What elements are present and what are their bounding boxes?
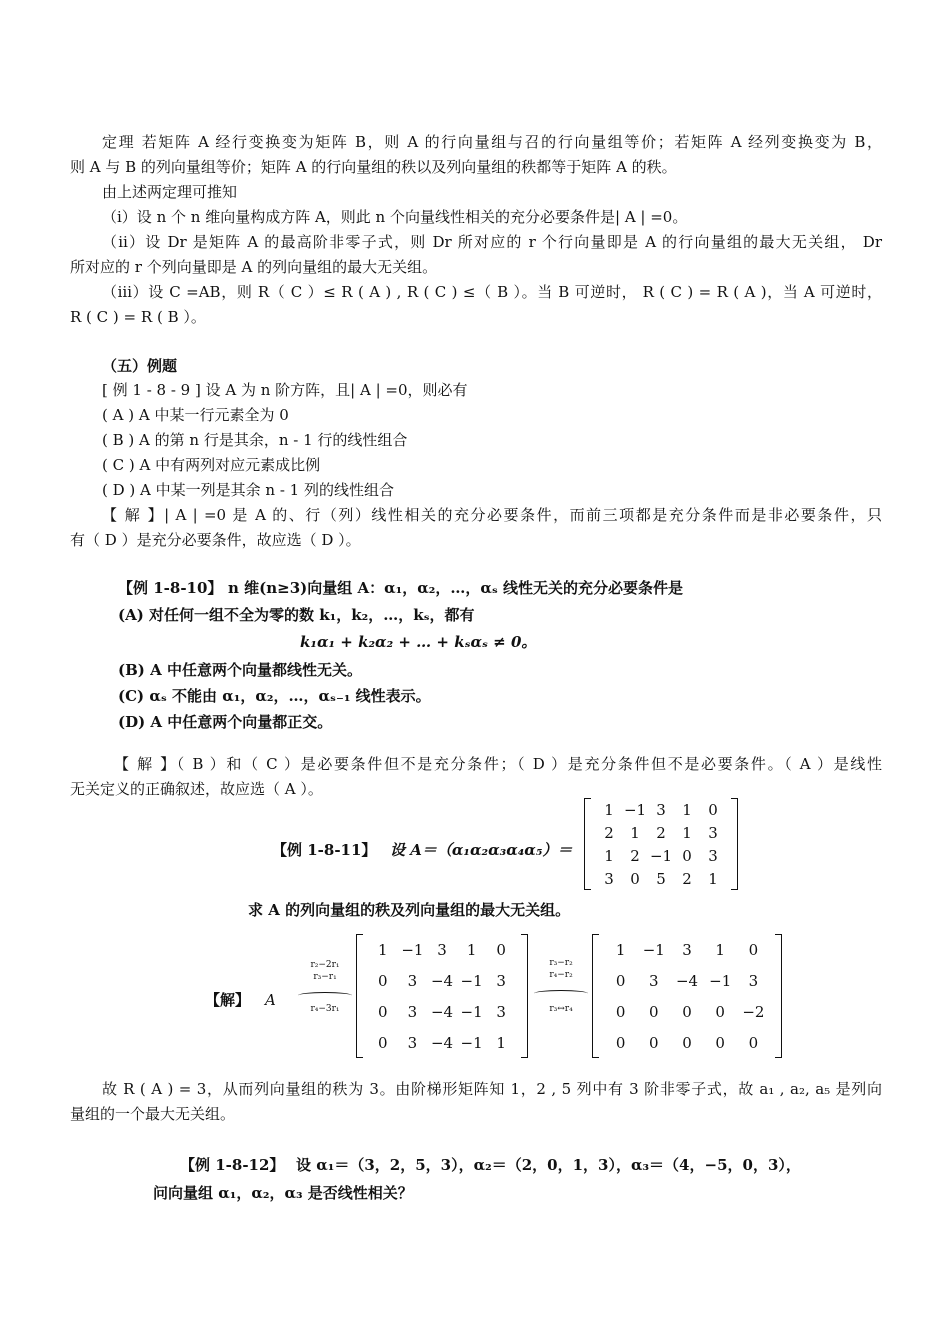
matrix-cell: −1 [623,800,647,819]
matrix-cell: 0 [748,940,759,959]
matrix-cell: 0 [615,1002,626,1021]
theorem-line-1: 定理 若矩阵 A 经行变换变为矩阵 B，则 A 的行向量组与召的行向量组等价；若矩阵 A 经列变换变为 B， [102,133,882,151]
matrix-cell: 3 [708,846,718,865]
matrix-cell: −1 [460,1002,483,1021]
ex11-matrix-step-1 [356,934,528,1058]
ex9-option-a: ( A ) A 中某一行元素全为 0 [102,406,289,424]
matrix-cell: 2 [656,823,666,842]
section-title: （五）例题 [102,357,178,375]
matrix-cell: −1 [460,1033,483,1052]
ex11-conclusion-line-1: 故 R ( A ) = 3，从而列向量组的秩为 3。由阶梯形矩阵知 1，2 , 5 列中有 3 阶非零子式，故 a₁ , a₂, a₅ 是列向 [102,1080,882,1098]
matrix-cell: 1 [630,823,640,842]
matrix-cell: 3 [496,971,506,990]
ex11-stem: 设 A＝（α₁α₂α₃α₄α₅）＝ [390,841,573,859]
matrix-cell: −4 [675,971,699,990]
matrix-cell: 3 [437,940,447,959]
ops1-label-3: r₄−3r₁ [310,1004,340,1014]
ex10-label: 【例 1-8-10】 [118,579,223,597]
ex9-option-d: ( D ) A 中某一列是其余 n - 1 列的线性组合 [102,481,394,499]
matrix-cell: −4 [430,1033,454,1052]
matrix-cell: 1 [378,940,388,959]
ex11-label: 【例 1-8-11】 [272,841,377,859]
matrix-cell: 3 [649,971,659,990]
matrix-cell: −1 [649,846,673,865]
matrix-cell: −1 [401,940,424,959]
matrix-cell: −4 [430,971,454,990]
matrix-cell: 0 [615,971,626,990]
matrix-cell: 1 [682,823,692,842]
ops2-label-3: r₃↔r₄ [549,1004,573,1014]
corollary-iii-line-2: R ( C ) = R ( B ）。 [70,308,206,326]
ops2-label-1: r₃−r₂ [549,958,573,968]
ops2-label-2: r₄−r₂ [549,970,573,980]
ex10-option-d: (D) A 中任意两个向量都正交。 [118,713,333,731]
ex12-label: 【例 1-8-12】 [180,1156,285,1174]
ex9-solution-line-2: 有（ D ）是充分必要条件，故应选（ D ）。 [70,531,361,549]
matrix-cell: −2 [742,1002,765,1021]
ex11-solution-label: 【解】 [205,991,251,1009]
matrix-cell: 3 [604,869,614,888]
matrix-cell: 0 [715,1033,725,1052]
ex11-question: 求 A 的列向量组的秩及列向量组的最大无关组。 [248,901,571,919]
corollary-ii-line-2: 所对应的 r 个列向量即是 A 的列向量组的最大无关组。 [70,258,438,276]
matrix-cell: 2 [630,846,640,865]
matrix-cell: 0 [708,800,718,819]
matrix-cell: 3 [748,971,759,990]
matrix-cell: 0 [378,971,388,990]
matrix-cell: 0 [682,1033,692,1052]
matrix-cell: 1 [604,846,614,865]
ex12-question: 问向量组 α₁，α₂，α₃ 是否线性相关？ [153,1184,413,1202]
ex9-option-c: ( C ) A 中有两列对应元素成比例 [102,456,321,474]
corollary-i: （ⅰ）设 n 个 n 维向量构成方阵 A，则此 n 个向量线性相关的充分必要条件是| A | =0。 [102,208,688,226]
matrix-cell: 0 [496,940,506,959]
matrix-cell: −1 [460,971,483,990]
ex10-option-a: (A) 对任何一组不全为零的数 k₁，k₂，…，kₛ，都有 [118,606,475,624]
matrix-cell: 1 [682,800,692,819]
ex10-option-c: (C) αₛ 不能由 α₁，α₂，…，αₛ₋₁ 线性表示。 [118,687,431,705]
ops1-arrow [298,992,352,999]
theorem-line-2: 则 A 与 B 的列向量组等价；矩阵 A 的行向量组的秩以及列向量组的秩都等于矩阵 A 的秩。 [70,158,677,176]
ex11-conclusion-line-2: 量组的一个最大无关组。 [70,1105,236,1123]
ops1-label-2: r₃−r₁ [313,972,337,982]
matrix-cell: 1 [466,940,477,959]
matrix-cell: 0 [378,1002,388,1021]
ex10-formula: k₁α₁ + k₂α₂ + … + kₛαₛ ≠ 0。 [300,633,537,651]
matrix-cell: 0 [649,1033,659,1052]
matrix-cell: 1 [496,1033,506,1052]
matrix-cell: 1 [604,800,614,819]
matrix-cell: −4 [430,1002,454,1021]
matrix-cell: 2 [604,823,614,842]
ops2-arrow [534,990,588,997]
ex9-stem: [ 例 1 - 8 - 9 ] 设 A 为 n 阶方阵，且| A | =0，则必有 [102,381,468,399]
corollary-ii-line-1: （ⅱ）设 Dr 是矩阵 A 的最高阶非零子式，则 Dr 所对应的 r 个行向量即是 A 的行向量组的最大无关组， Dr [102,233,882,251]
matrix-cell: 0 [630,869,640,888]
matrix-cell: 3 [407,1033,418,1052]
matrix-cell: 0 [748,1033,759,1052]
ex12-stem: 设 α₁＝（3，2，5，3），α₂＝（2，0，1，3），α₃＝（4，−5，0，3）， [296,1156,801,1174]
matrix-cell: 3 [682,940,692,959]
matrix-cell: 3 [407,1002,418,1021]
ops1-label-1: r₂−2r₁ [310,960,340,970]
matrix-cell: 0 [649,1002,659,1021]
matrix-cell: 0 [378,1033,388,1052]
ex10-solution-line-2: 无关定义的正确叙述，故应选（ A ）。 [70,780,323,798]
ex9-solution-line-1: 【 解 】| A | =0 是 A 的、行（列）线性相关的充分必要条件，而前三项都是充分条件而是非必要条件，只 [102,506,882,524]
matrix-cell: 3 [708,823,718,842]
matrix-cell: 3 [496,1002,506,1021]
ex10-stem: n 维(n≥3)向量组 A：α₁，α₂，…，αₛ 线性无关的充分必要条件是 [228,579,684,597]
ex11-solution-var: A [265,991,276,1009]
matrix-cell: 3 [407,971,418,990]
ex11-matrix-step-2 [592,934,782,1058]
matrix-cell: 0 [715,1002,725,1021]
matrix-cell: 0 [682,1002,692,1021]
matrix-cell: 3 [656,800,666,819]
ex10-solution-line-1: 【 解 】（ B ）和（ C ）是必要条件但不是充分条件；（ D ）是充分条件但不是必要条件。（ A ）是线性 [114,755,882,773]
corollary-iii-line-1: （ⅲ）设 C =AB，则 R（ C ）≤ R ( A ) , R ( C ) ≤（ B ）。当 B 可逆时， R ( C ) = R ( A )，当 A 可逆时， [102,283,882,301]
matrix-cell: 1 [715,940,725,959]
ex11-matrix [584,798,738,890]
matrix-cell: 2 [682,869,692,888]
matrix-cell: 0 [615,1033,626,1052]
matrix-cell: 1 [615,940,626,959]
ex10-option-b: (B) A 中任意两个向量都线性无关。 [118,661,362,679]
matrix-cell: −1 [642,940,665,959]
matrix-cell: 0 [682,846,692,865]
ex9-option-b: ( B ) A 的第 n 行是其余，n - 1 行的线性组合 [102,431,408,449]
matrix-cell: 1 [708,869,718,888]
corollary-intro: 由上述两定理可推知 [102,183,238,201]
matrix-cell: 5 [656,869,666,888]
matrix-cell: −1 [709,971,732,990]
